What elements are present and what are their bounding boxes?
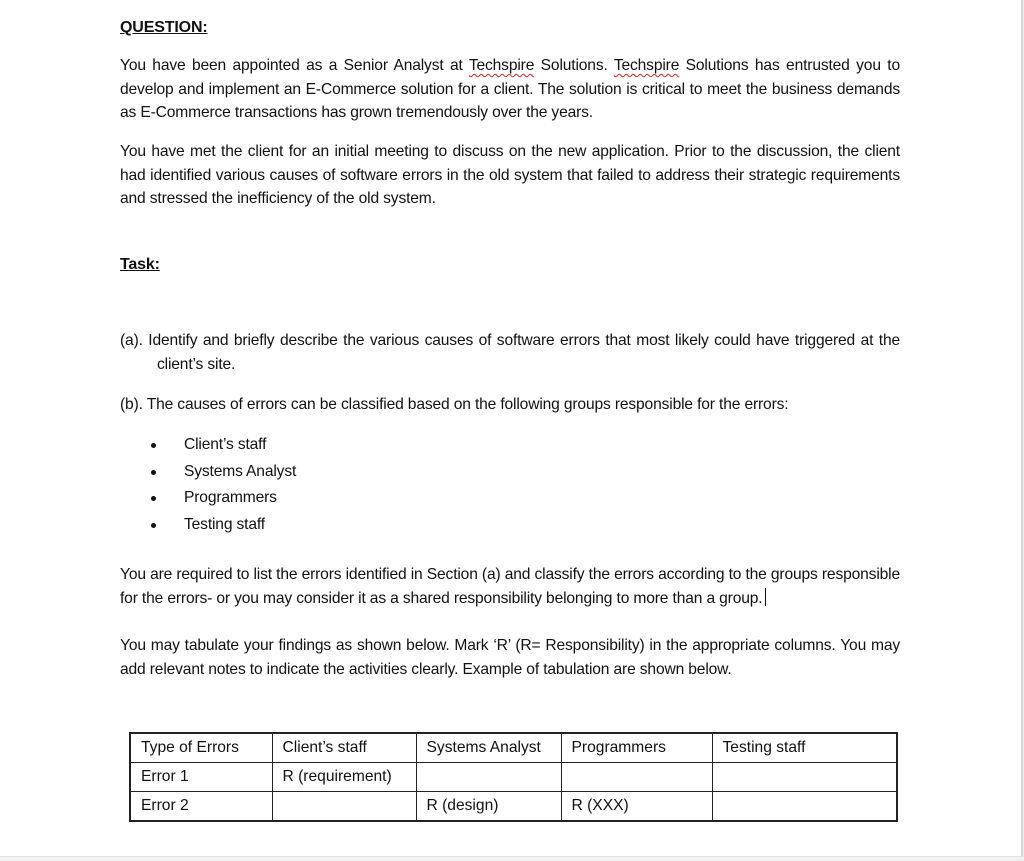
question-heading: QUESTION: (120, 19, 208, 36)
bullet-icon (151, 523, 156, 528)
instruction-paragraph-1: You are required to list the errors identified in Section (a) and classify the errors according to the groups responsible for the errors- or you may consider it as a shared responsibility belonging to more than a group. (120, 566, 900, 607)
spellcheck-word[interactable]: Techspire (613, 57, 680, 74)
table-cell (712, 763, 897, 792)
responsible-groups-list (120, 432, 296, 539)
table-cell: Error 2 (130, 792, 272, 822)
example-responsibility-table (129, 732, 898, 822)
table-cell (712, 792, 897, 822)
table-cell (416, 763, 561, 792)
list-item: Systems Analyst (120, 459, 296, 486)
table-header-cell: Client’s staff (272, 733, 416, 763)
table-cell (272, 792, 416, 822)
table-cell: R (design) (416, 792, 561, 822)
question-paragraph-2: You have met the client for an initial meeting to discuss on the new application. Prior to the discussion, the client had identified various causes of software errors in the old system that failed to address their strategic requirements and stressed the inefficiency of the old system. (120, 143, 900, 207)
bullet-icon (151, 496, 156, 501)
table-row (130, 763, 897, 792)
table-cell: Error 1 (130, 763, 272, 792)
instruction-paragraph-2: You may tabulate your findings as shown below. Mark ‘R’ (R= Responsibility) in the appropriate columns. You may add relevant notes to indicate the activities clearly. Example of tabulation are shown below. (120, 637, 900, 678)
task-heading: Task: (120, 256, 160, 273)
list-item: Programmers (120, 485, 296, 512)
table-row (130, 792, 897, 822)
spellcheck-word[interactable]: Techspire (468, 57, 535, 74)
bullet-icon (151, 443, 156, 448)
text-cursor (765, 588, 766, 606)
table-header-cell: Programmers (561, 733, 712, 763)
task-item-b: (b). The causes of errors can be classified based on the following groups responsible for the errors: (120, 396, 789, 413)
table-header-cell: Testing staff (712, 733, 897, 763)
list-item: Testing staff (120, 512, 296, 539)
table-header-cell: Systems Analyst (416, 733, 561, 763)
table-cell: R (XXX) (561, 792, 712, 822)
table-cell: R (requirement) (272, 763, 416, 792)
list-item: Client’s staff (120, 432, 296, 459)
table-header-cell: Type of Errors (130, 733, 272, 763)
task-item-a: (a). Identify and briefly describe the various causes of software errors that most likely could have triggered at the client’s site. (120, 332, 900, 373)
question-paragraph-1: You have been appointed as a Senior Analyst at Techspire Solutions. Techspire Solutions has entrusted you to develop and implement an E-Commerce solution for a client. The solution is critical to meet the business demands as E-Commerce transactions has grown tremendously over the years. (120, 57, 900, 121)
bullet-icon (151, 470, 156, 475)
table-header-row (130, 733, 897, 763)
table-cell (561, 763, 712, 792)
